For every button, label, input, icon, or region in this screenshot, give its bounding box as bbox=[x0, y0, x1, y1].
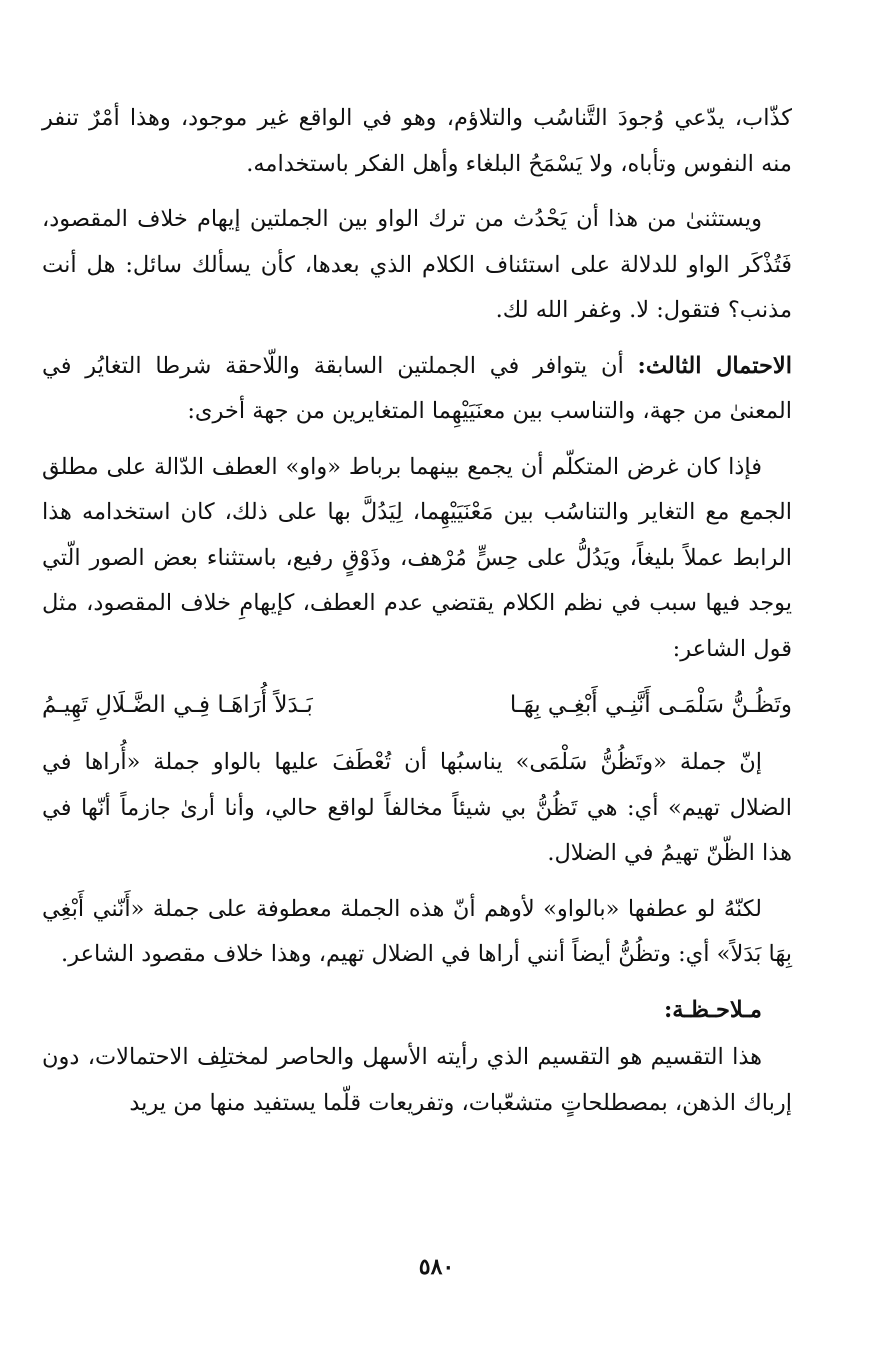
note-title: مـلاحـظـة: bbox=[664, 996, 762, 1023]
paragraph-1: كذّاب، يدّعي وُجودَ التَّناسُب والتلاؤم، وهو في الواقع غير موجود، وهذا أمْرٌ تنفر منه النفوس وتأباه، ولا يَسْمَحُ البلغاء وأهل الفكر باستخدامه. bbox=[42, 105, 792, 177]
page-number: ٥٨٠ bbox=[418, 1254, 455, 1280]
paragraph-7: هذا التقسيم هو التقسيم الذي رأيته الأسهل والحاصر لمختلِف الاحتمالات، دون إرباك الذهن، بمصطلحاتٍ متشعّبات، وتفريعات قلّما يستفيد منها من يريد bbox=[42, 1044, 792, 1116]
poem-first-hemistich: وتَظُـنُّ سَلْمَـى أَنَّنِـي أَبْغِـي بِهَـا bbox=[509, 692, 792, 718]
paragraph-6: لكنّهُ لو عطفها «بالواو» لأوهم أنّ هذه الجملة معطوفة على جملة «أَنّني أَبْغِي بِهَا بَدَلاً» أي: وتظُنُّ أيضاً أنني أراها في الضلال تهيم، وهذا خلاف مقصود الشاعر. bbox=[42, 895, 792, 967]
section-heading-third-possibility: الاحتمال الثالث: bbox=[637, 352, 792, 379]
page-body bbox=[42, 96, 792, 1136]
paragraph-3-body: أن يتوافر في الجملتين السابقة واللّاحقة شرطا التغايُر في المعنىٰ من جهة، والتناسب بين معنَيَيْهِما المتغايرين من جهة أخرى: bbox=[42, 352, 792, 424]
poem-verse bbox=[42, 682, 792, 728]
paragraph-4: فإذا كان غرض المتكلّم أن يجمع بينهما برباط «واو» العطف الدّالة على مطلق الجمع مع التغاير والتناسُب بين مَعْنَيَيْهِما، لِيَدُلَّ بها على ذلك، كان استخدامه هذا الرابط عملاً بليغاً، ويَدُلُّ على حِسٍّ مُرْهف، وذَوْقٍ رفيع، باستثناء بعض الصور الّتي يوجد فيها سبب في نظم الكلام يقتضي عدم العطف، كإيهامِ خلاف المقصود، مثل قول الشاعر: bbox=[42, 453, 792, 662]
paragraph-2: ويستثنىٰ من هذا أن يَحْدُث من ترك الواو بين الجملتين إيهام خلاف المقصود، فَتُذْكَر الواو للدلالة على استئناف الكلام الذي بعدها، كأن يسألك سائل: هل أنت مذنب؟ فتقول: لا. وغفر الله لك. bbox=[42, 206, 792, 323]
paragraph-5: إنّ جملة «وتَظُنُّ سَلْمَى» يناسبُها أن تُعْطَفَ عليها بالواو جملة «أُراها في الضلال تهيم» أي: هي تَظُنُّ بي شيئاً مخالفاً لواقع حالي، وأنا أرىٰ جازماً أنّها في هذا الظّنّ تهيمُ في الضلال. bbox=[42, 749, 792, 866]
poem-second-hemistich: بَـدَلاً أُرَاهَـا فِـي الضَّـلَالِ تَهِيـمُ bbox=[42, 692, 313, 718]
paragraph-3 bbox=[42, 344, 792, 435]
